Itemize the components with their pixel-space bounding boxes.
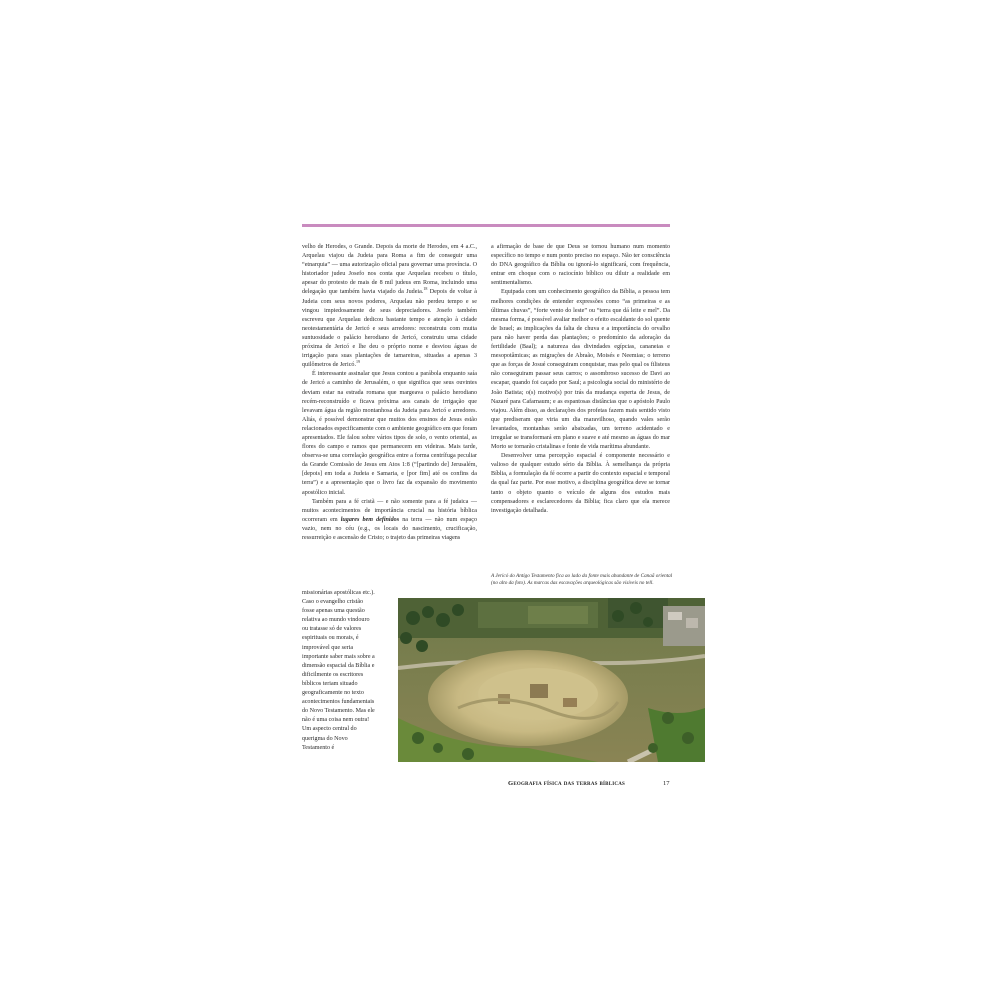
paragraph: Equipada com um conhecimento geográfico da Bíblia, a pessoa tem melhores condições de entender expressões como “as primeiras e as últimas chuvas”, “forte vento do leste” ou “terra que dá leite e mel”. Da mesma forma, é possível avaliar melhor o efeito escaldante do sol quente de Israel; as implicações da falta de chuva e a importância do orvalho para não haver perda das plantações; o predomínio da adoração da fertilidade (Baal); a natureza das divindades egípcias, cananeias e mesopotâmicas; as migrações de Abraão, Moisés e Neemias; o terreno que as forças de Josué conseguiram conquistar, mas pelo qual os filisteus não conseguiram passar seus carros; o assombroso sucesso de Davi ao escapar, quando foi caçado por Saul; a psicologia social do ministério de João Batista; o(s) motivo(s) por trás da mudança esperta de Jesus, de Nazaré para Cafarnaum; e as espantosas distâncias que o apóstolo Paulo viajou. Além disso, as declarações dos profetas fazem mais sentido visto que prediseram que viria um dia maravilhoso, quando vales serão levantados, montanhas serão abaixadas, um terreno acidentado e irregular se transformará em plano e suave e até mesmo as águas do mar Morto se tornarão cristalinas e fonte de vida marítima abundante. — [491, 289, 670, 451]
running-footer-title: Geografia física das terras bíblicas — [508, 780, 626, 787]
paragraph: Também para a fé cristã — e não somente para a fé judaica — muitos acontecimentos de importância crucial na história bíblica ocorreram em lugares bem definidos na terra — não num espaço vazio, nem no céu (e.g., os locais do nascimento, crucificação, ressurreição e ascensão de Cristo; o trajeto das primeiras viagens — [302, 498, 478, 541]
aerial-photo-jericho — [398, 598, 705, 762]
narrow-text-column — [302, 589, 376, 753]
left-text-column — [302, 243, 477, 543]
right-text-column — [491, 243, 670, 516]
header-rule — [302, 224, 670, 227]
paragraph: É interessante assinalar que Jesus contou a parábola enquanto saía de Jericó a caminho de Jerusalém, o que significa que seus ouvintes deviam estar na estrada romana que margeava o palácio herodiano recém-reconstruído e ficava próxima aos canais de irrigação que levavam água da região montanhosa da Judeia para Jericó e arredores. Aliás, é possível demonstrar que muitos dos ensinos de Jesus estão relacionados especificamente com o ambiente geográfico em que foram apresentados. Ele falou sobre vários tipos de solo, o vento oriental, as flores do campo e ramos que permanecem em videiras. Mais tarde, observa-se uma correlação geográfica entre a forma centrífuga peculiar da Grande Comissão de Jesus em Atos 1:8 (“[partindo de] Jerusalém, [depois] em toda a Judeia e Samaria, e [por fim] até os confins da terra”) e a apresentação que o livro faz da expansão do movimento apostólico inicial. — [302, 371, 477, 496]
paragraph: velho de Herodes, o Grande. Depois da morte de Herodes, em 4 a.C., Arquelau viajou da Judeia para Roma a fim de conseguir uma “etnarquia” — uma autorização oficial para governar uma província. O historiador judeu Josefo nos conta que Arquelau recebeu o título, apesar do protesto de mais de 8 mil judeus em Roma, incluindo uma delegação que também havia viajado da Judeia.$^{18}$ Depois de voltar à Judeia com seus novos poderes, Arquelau não perdeu tempo e se vingou impiedosamente de seus depreciadores. Josefo também escreveu que Arquelau dedicou bastante tempo e atenção à cidade neotestamentária de Jericó e seus arredores: reconstruiu com muita suntuosidade o palácio herodiano de Jericó, construiu uma cidade próxima de Jericó e lhe deu o próprio nome e desviou águas de irrigação para suas plantações de tamareiras, situadas a apenas 3 quilômetros de Jericó.$^{19}$ — [302, 244, 477, 369]
paragraph: Desenvolver uma percepção espacial é componente necessário e valioso de qualquer estudo sério da Bíblia. À semelhança da própria Bíblia, a formulação da fé ocorre a partir do contexto espacial e temporal da qual faz parte. Por esse motivo, a disciplina geográfica deve se tornar tanto o objeto quanto o veículo de alguns dos estudos mais compensadores e esclarecedores da Bíblia; fica claro que ela merece investigação detalhada. — [491, 453, 670, 514]
page-number: 17 — [663, 780, 670, 787]
paragraph: a afirmação de base de que Deus se tornou humano num momento específico no tempo e num ponto preciso no espaço. Não ter consciência do DNA geográfico da Bíblia ou ignorá-lo significará, com frequência, entrar em choque com o raciocínio bíblico ou diluir a realidade em sentimentalismo. — [491, 244, 670, 287]
paragraph: missionárias apostólicas etc.). Caso o evangelho cristão fosse apenas uma questão relativa ao mundo vindouro ou tratasse só de valores espirituais ou morais, é improvável que seria importante saber mais sobre a dimensão espacial da Bíblia e dificilmente os escritores bíblicos teriam situado geograficamente no texto acontecimentos fundamentais do Novo Testamento. Mas ele não é uma coisa nem outra! Um aspecto central do querigma do Novo Testamento é — [302, 590, 375, 751]
footnote-marker: 18 — [423, 286, 428, 292]
footnote-marker: 19 — [355, 359, 360, 365]
photo-caption: A Jericó do Antigo Testamento fica ao lado da fonte mais abundante de Canaã oriental (no alto da foto). As marcas das escavações arqueológicas são visíveis no tell. — [491, 573, 673, 586]
emphasis: lugares bem definidos — [340, 516, 400, 523]
